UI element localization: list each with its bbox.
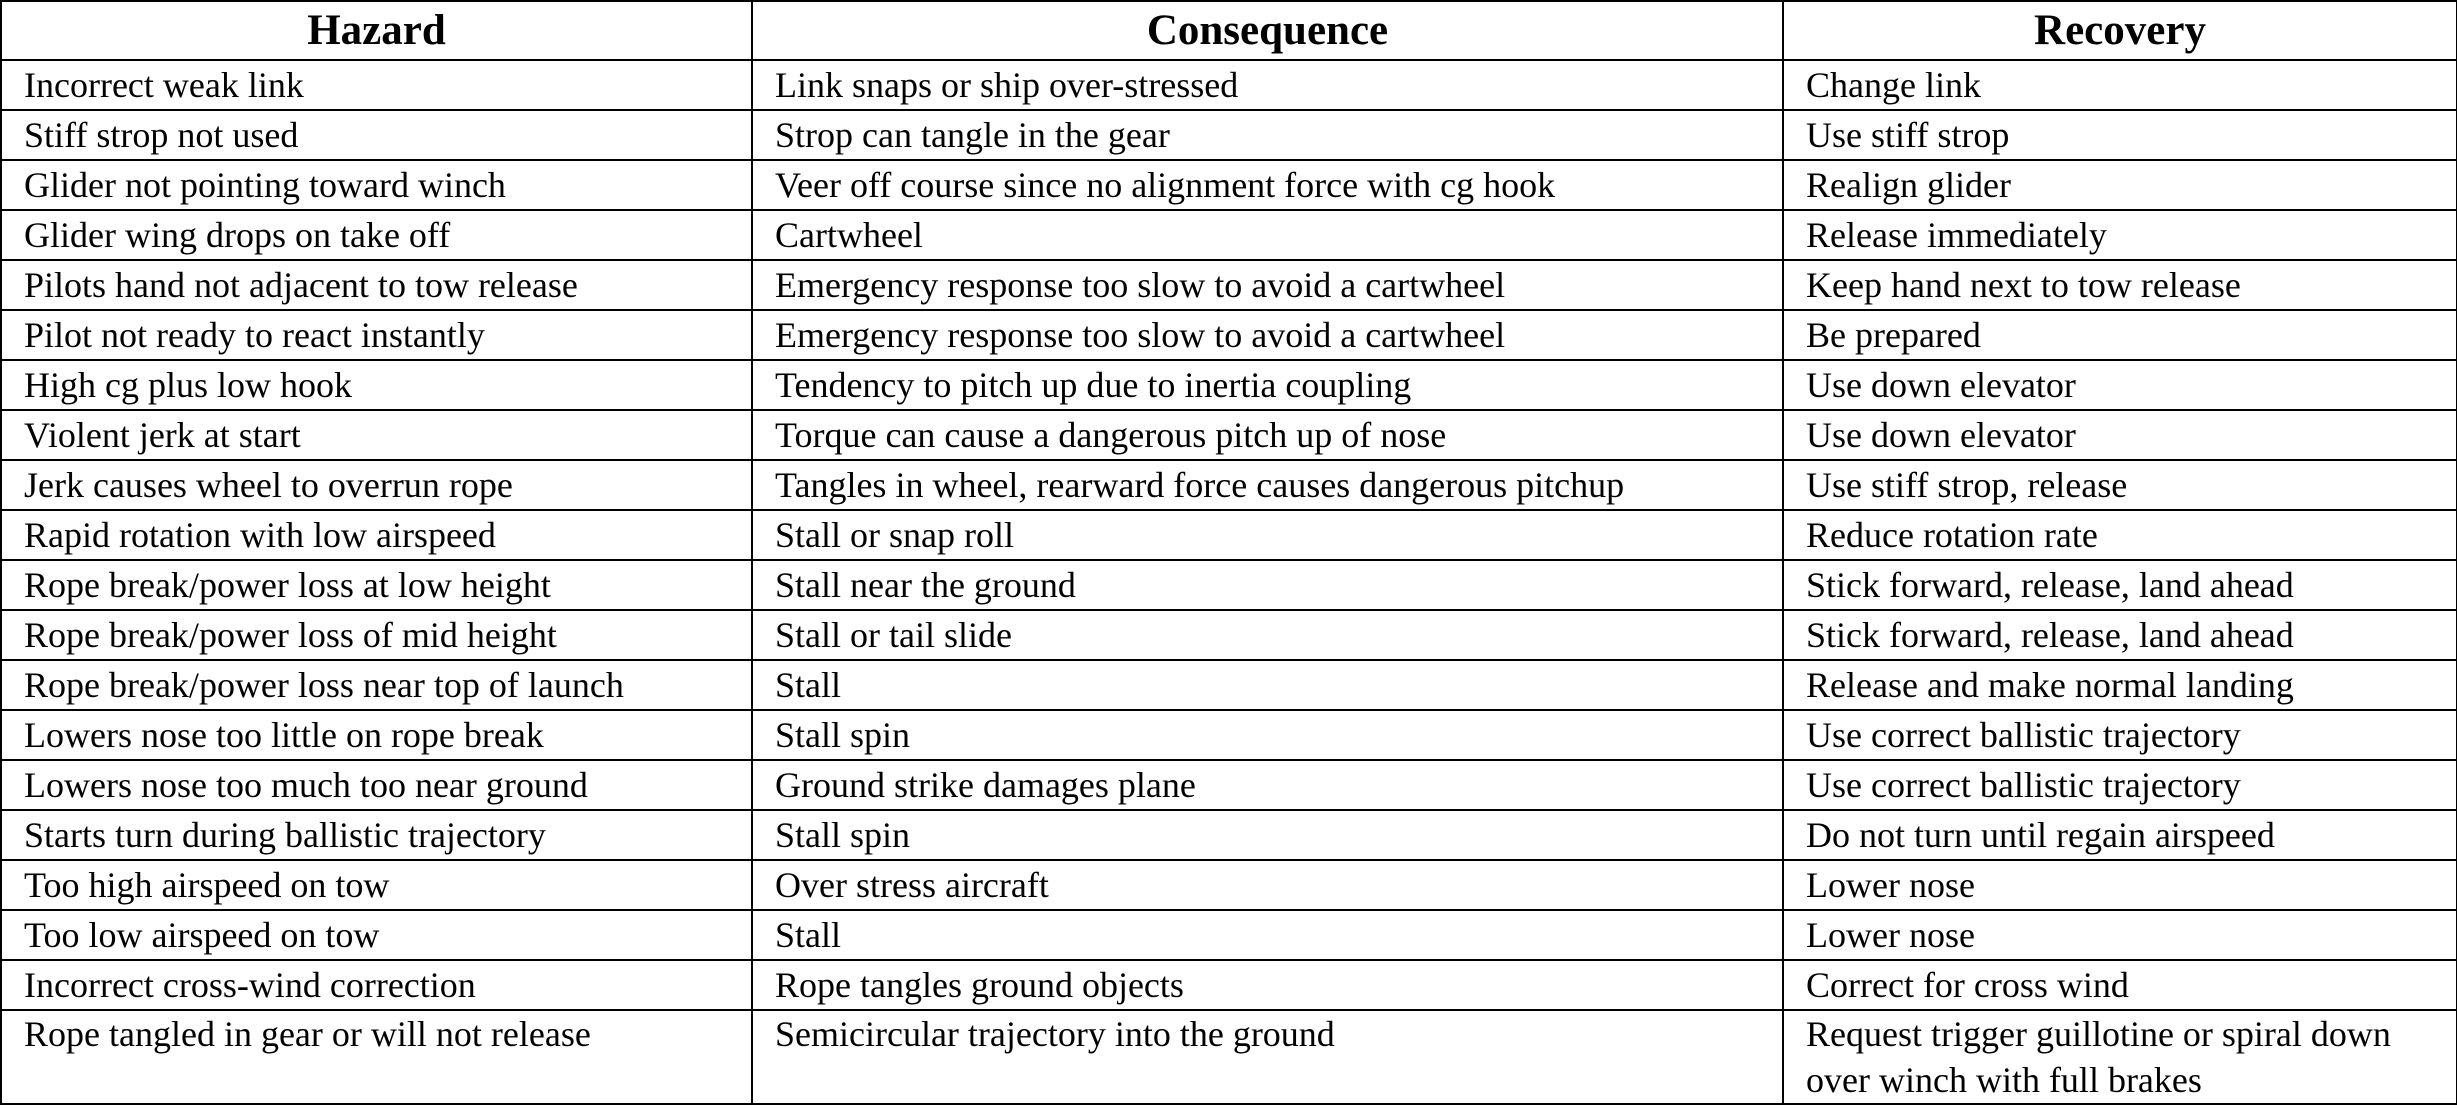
consequence-cell: Veer off course since no alignment force with cg hook — [752, 160, 1783, 210]
hazard-cell: Rapid rotation with low airspeed — [1, 510, 752, 560]
table-row — [1, 1010, 2457, 1104]
recovery-cell: Correct for cross wind — [1783, 960, 2457, 1010]
hazard-cell: Rope break/power loss near top of launch — [1, 660, 752, 710]
table-row — [1, 560, 2457, 610]
recovery-cell: Use stiff strop, release — [1783, 460, 2457, 510]
consequence-cell: Rope tangles ground objects — [752, 960, 1783, 1010]
table-row — [1, 660, 2457, 710]
hazard-cell: Rope break/power loss of mid height — [1, 610, 752, 660]
recovery-cell: Request trigger guillotine or spiral down over winch with full brakes — [1783, 1010, 2457, 1104]
table-row — [1, 210, 2457, 260]
consequence-cell: Stall — [752, 910, 1783, 960]
hazard-cell: Rope tangled in gear or will not release — [1, 1010, 752, 1104]
recovery-cell: Use correct ballistic trajectory — [1783, 710, 2457, 760]
consequence-cell: Stall — [752, 660, 1783, 710]
consequence-cell: Cartwheel — [752, 210, 1783, 260]
recovery-cell: Reduce rotation rate — [1783, 510, 2457, 560]
consequence-cell: Ground strike damages plane — [752, 760, 1783, 810]
consequence-cell: Strop can tangle in the gear — [752, 110, 1783, 160]
table-row — [1, 60, 2457, 110]
consequence-cell: Stall spin — [752, 810, 1783, 860]
table-row — [1, 110, 2457, 160]
hazard-cell: Pilots hand not adjacent to tow release — [1, 260, 752, 310]
consequence-cell: Stall or snap roll — [752, 510, 1783, 560]
recovery-cell: Stick forward, release, land ahead — [1783, 610, 2457, 660]
hazard-cell: Rope break/power loss at low height — [1, 560, 752, 610]
table-row — [1, 610, 2457, 660]
hazard-cell: Pilot not ready to react instantly — [1, 310, 752, 360]
table-row — [1, 460, 2457, 510]
hazard-cell: Lowers nose too much too near ground — [1, 760, 752, 810]
table-row — [1, 260, 2457, 310]
table-row — [1, 710, 2457, 760]
recovery-cell: Lower nose — [1783, 860, 2457, 910]
hazard-cell: Glider not pointing toward winch — [1, 160, 752, 210]
hazard-cell: Too high airspeed on tow — [1, 860, 752, 910]
recovery-cell: Stick forward, release, land ahead — [1783, 560, 2457, 610]
hazard-cell: Incorrect weak link — [1, 60, 752, 110]
recovery-cell: Use down elevator — [1783, 360, 2457, 410]
consequence-cell: Semicircular trajectory into the ground — [752, 1010, 1783, 1104]
consequence-cell: Link snaps or ship over-stressed — [752, 60, 1783, 110]
recovery-cell: Use stiff strop — [1783, 110, 2457, 160]
table-row — [1, 360, 2457, 410]
recovery-cell: Keep hand next to tow release — [1783, 260, 2457, 310]
hazard-cell: Lowers nose too little on rope break — [1, 710, 752, 760]
header-recovery: Recovery — [1783, 1, 2457, 60]
consequence-cell: Torque can cause a dangerous pitch up of nose — [752, 410, 1783, 460]
table-row — [1, 510, 2457, 560]
consequence-cell: Tangles in wheel, rearward force causes dangerous pitchup — [752, 460, 1783, 510]
hazard-cell: Stiff strop not used — [1, 110, 752, 160]
hazard-cell: Violent jerk at start — [1, 410, 752, 460]
table-row — [1, 810, 2457, 860]
recovery-cell: Do not turn until regain airspeed — [1783, 810, 2457, 860]
recovery-cell: Release immediately — [1783, 210, 2457, 260]
hazard-cell: High cg plus low hook — [1, 360, 752, 410]
header-hazard: Hazard — [1, 1, 752, 60]
consequence-cell: Over stress aircraft — [752, 860, 1783, 910]
recovery-cell: Use correct ballistic trajectory — [1783, 760, 2457, 810]
consequence-cell: Stall near the ground — [752, 560, 1783, 610]
table-row — [1, 410, 2457, 460]
recovery-cell: Be prepared — [1783, 310, 2457, 360]
table-row — [1, 860, 2457, 910]
consequence-cell: Stall spin — [752, 710, 1783, 760]
table-row — [1, 310, 2457, 360]
table-row — [1, 160, 2457, 210]
table-body — [1, 60, 2457, 1104]
hazard-cell: Too low airspeed on tow — [1, 910, 752, 960]
hazard-cell: Glider wing drops on take off — [1, 210, 752, 260]
hazard-cell: Jerk causes wheel to overrun rope — [1, 460, 752, 510]
consequence-cell: Emergency response too slow to avoid a cartwheel — [752, 260, 1783, 310]
table-row — [1, 910, 2457, 960]
recovery-cell: Release and make normal landing — [1783, 660, 2457, 710]
header-row — [1, 1, 2457, 60]
recovery-cell: Realign glider — [1783, 160, 2457, 210]
consequence-cell: Stall or tail slide — [752, 610, 1783, 660]
recovery-cell: Change link — [1783, 60, 2457, 110]
table-row — [1, 760, 2457, 810]
header-consequence: Consequence — [752, 1, 1783, 60]
consequence-cell: Tendency to pitch up due to inertia coupling — [752, 360, 1783, 410]
consequence-cell: Emergency response too slow to avoid a cartwheel — [752, 310, 1783, 360]
recovery-cell: Use down elevator — [1783, 410, 2457, 460]
hazard-cell: Incorrect cross-wind correction — [1, 960, 752, 1010]
recovery-cell: Lower nose — [1783, 910, 2457, 960]
table-header — [1, 1, 2457, 60]
hazard-cell: Starts turn during ballistic trajectory — [1, 810, 752, 860]
table-row — [1, 960, 2457, 1010]
